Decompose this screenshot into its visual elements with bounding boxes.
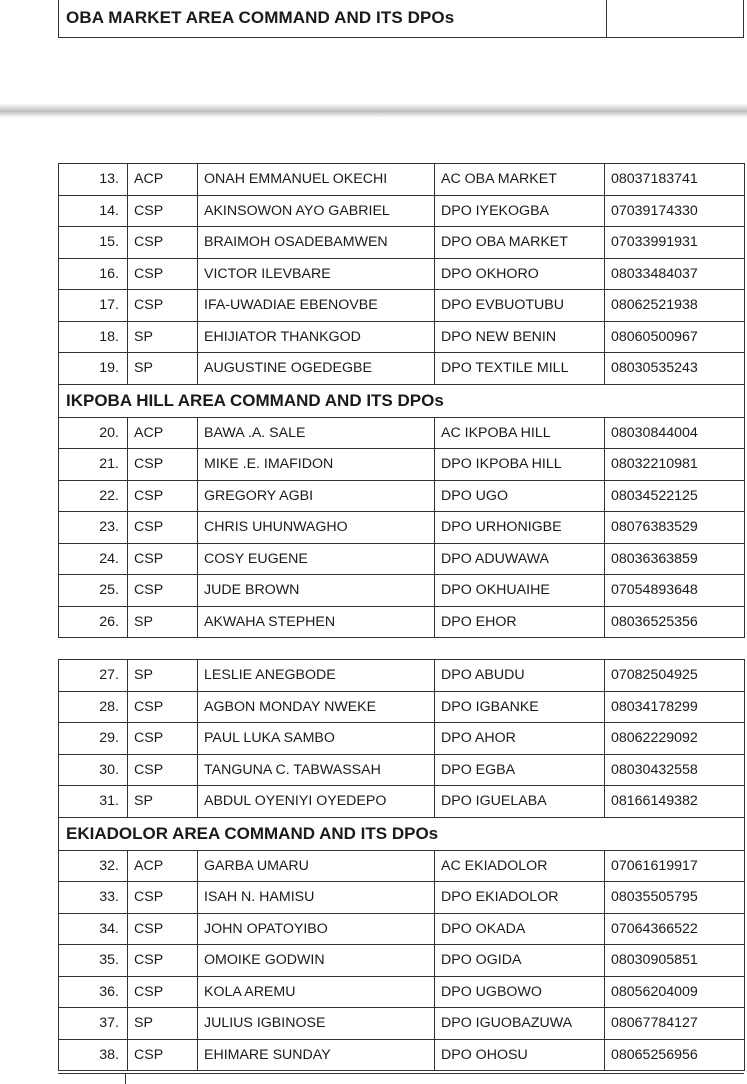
posting: DPO OGIDA bbox=[435, 945, 605, 977]
table-row bbox=[59, 258, 745, 290]
serial-number: 15. bbox=[59, 227, 128, 259]
officer-name: BRAIMOH OSADEBAMWEN bbox=[198, 227, 435, 259]
table-row bbox=[59, 723, 745, 755]
rank: CSP bbox=[128, 691, 198, 723]
table-row bbox=[59, 754, 745, 786]
serial-number: 30. bbox=[59, 754, 128, 786]
posting: DPO EKIADOLOR bbox=[435, 882, 605, 914]
officer-name: ABDUL OYENIYI OYEDEPO bbox=[198, 786, 435, 818]
posting: DPO EGBA bbox=[435, 754, 605, 786]
serial-number: 18. bbox=[59, 321, 128, 353]
table-row bbox=[59, 353, 745, 385]
officer-name: JOHN OPATOYIBO bbox=[198, 913, 435, 945]
serial-number: 35. bbox=[59, 945, 128, 977]
rank: CSP bbox=[128, 543, 198, 575]
officer-name: JULIUS IGBINOSE bbox=[198, 1008, 435, 1040]
table-row bbox=[59, 606, 745, 638]
officer-name: GARBA UMARU bbox=[198, 850, 435, 882]
phone-number: 08062229092 bbox=[605, 723, 745, 755]
rank: CSP bbox=[128, 227, 198, 259]
table-row bbox=[59, 945, 745, 977]
phone-number: 07061619917 bbox=[605, 850, 745, 882]
rank: SP bbox=[128, 353, 198, 385]
serial-number: 29. bbox=[59, 723, 128, 755]
rank: CSP bbox=[128, 723, 198, 755]
posting: DPO URHONIGBE bbox=[435, 512, 605, 544]
serial-number: 17. bbox=[59, 290, 128, 322]
phone-number: 08036525356 bbox=[605, 606, 745, 638]
posting: DPO ABUDU bbox=[435, 660, 605, 692]
next-table-edge bbox=[58, 1073, 744, 1084]
serial-number: 38. bbox=[59, 1039, 128, 1071]
posting: AC IKPOBA HILL bbox=[435, 417, 605, 449]
posting: DPO IGBANKE bbox=[435, 691, 605, 723]
serial-number: 28. bbox=[59, 691, 128, 723]
section-title: OBA MARKET AREA COMMAND AND ITS DPOs bbox=[66, 8, 455, 27]
serial-number: 26. bbox=[59, 606, 128, 638]
phone-number: 08030905851 bbox=[605, 945, 745, 977]
officer-name: MIKE .E. IMAFIDON bbox=[198, 449, 435, 481]
table-row bbox=[59, 512, 745, 544]
rank: SP bbox=[128, 660, 198, 692]
posting: DPO OKHORO bbox=[435, 258, 605, 290]
officer-name: KOLA AREMU bbox=[198, 976, 435, 1008]
phone-number: 08065256956 bbox=[605, 1039, 745, 1071]
rank: SP bbox=[128, 606, 198, 638]
phone-number: 07082504925 bbox=[605, 660, 745, 692]
posting: DPO EVBUOTUBU bbox=[435, 290, 605, 322]
table-row bbox=[59, 195, 745, 227]
serial-number: 25. bbox=[59, 575, 128, 607]
officer-name: CHRIS UHUNWAGHO bbox=[198, 512, 435, 544]
serial-number: 20. bbox=[59, 417, 128, 449]
rank: CSP bbox=[128, 945, 198, 977]
rank: CSP bbox=[128, 1039, 198, 1071]
serial-number: 23. bbox=[59, 512, 128, 544]
rank: CSP bbox=[128, 976, 198, 1008]
officer-name: EHIJIATOR THANKGOD bbox=[198, 321, 435, 353]
table-row bbox=[59, 290, 745, 322]
phone-number: 08033484037 bbox=[605, 258, 745, 290]
phone-number: 08030432558 bbox=[605, 754, 745, 786]
serial-number: 19. bbox=[59, 353, 128, 385]
officer-name: VICTOR ILEVBARE bbox=[198, 258, 435, 290]
serial-number: 22. bbox=[59, 480, 128, 512]
table-row bbox=[59, 1008, 745, 1040]
posting: DPO EHOR bbox=[435, 606, 605, 638]
phone-number: 08030844004 bbox=[605, 417, 745, 449]
phone-number: 07039174330 bbox=[605, 195, 745, 227]
rank: CSP bbox=[128, 480, 198, 512]
serial-number: 14. bbox=[59, 195, 128, 227]
phone-number: 08034178299 bbox=[605, 691, 745, 723]
page-divider bbox=[0, 103, 747, 118]
officer-name: PAUL LUKA SAMBO bbox=[198, 723, 435, 755]
posting: DPO TEXTILE MILL bbox=[435, 353, 605, 385]
serial-number: 24. bbox=[59, 543, 128, 575]
rank: CSP bbox=[128, 575, 198, 607]
phone-number: 08062521938 bbox=[605, 290, 745, 322]
table-row bbox=[59, 913, 745, 945]
posting: DPO IYEKOGBA bbox=[435, 195, 605, 227]
officers-table-2 bbox=[58, 659, 745, 1071]
table-row bbox=[59, 417, 745, 449]
posting: DPO UGBOWO bbox=[435, 976, 605, 1008]
posting: DPO OKHUAIHE bbox=[435, 575, 605, 607]
phone-number: 08032210981 bbox=[605, 449, 745, 481]
officer-name: OMOIKE GODWIN bbox=[198, 945, 435, 977]
phone-number: 08166149382 bbox=[605, 786, 745, 818]
phone-number: 08076383529 bbox=[605, 512, 745, 544]
officer-name: GREGORY AGBI bbox=[198, 480, 435, 512]
phone-number: 08037183741 bbox=[605, 164, 745, 196]
table-row bbox=[59, 691, 745, 723]
posting: DPO OHOSU bbox=[435, 1039, 605, 1071]
table-row bbox=[59, 449, 745, 481]
officer-name: JUDE BROWN bbox=[198, 575, 435, 607]
rank: CSP bbox=[128, 913, 198, 945]
officer-name: TANGUNA C. TABWASSAH bbox=[198, 754, 435, 786]
officers-table-1 bbox=[58, 163, 745, 638]
phone-number: 08034522125 bbox=[605, 480, 745, 512]
section-title: EKIADOLOR AREA COMMAND AND ITS DPOs bbox=[59, 817, 745, 850]
rank: CSP bbox=[128, 512, 198, 544]
phone-number: 08067784127 bbox=[605, 1008, 745, 1040]
serial-number: 31. bbox=[59, 786, 128, 818]
table-row bbox=[59, 575, 745, 607]
posting: DPO ADUWAWA bbox=[435, 543, 605, 575]
serial-number: 16. bbox=[59, 258, 128, 290]
rank: SP bbox=[128, 1008, 198, 1040]
rank: CSP bbox=[128, 882, 198, 914]
serial-number: 37. bbox=[59, 1008, 128, 1040]
officer-name: ISAH N. HAMISU bbox=[198, 882, 435, 914]
oba-market-header bbox=[58, 0, 744, 38]
phone-number: 08060500967 bbox=[605, 321, 745, 353]
rank: ACP bbox=[128, 164, 198, 196]
phone-number: 07054893648 bbox=[605, 575, 745, 607]
posting: AC OBA MARKET bbox=[435, 164, 605, 196]
posting: AC EKIADOLOR bbox=[435, 850, 605, 882]
rank: CSP bbox=[128, 195, 198, 227]
phone-number: 08036363859 bbox=[605, 543, 745, 575]
section-heading-row bbox=[59, 384, 745, 417]
phone-number: 08056204009 bbox=[605, 976, 745, 1008]
posting: DPO IKPOBA HILL bbox=[435, 449, 605, 481]
officer-name: AKINSOWON AYO GABRIEL bbox=[198, 195, 435, 227]
serial-number: 33. bbox=[59, 882, 128, 914]
phone-number: 07033991931 bbox=[605, 227, 745, 259]
officer-name: IFA-UWADIAE EBENOVBE bbox=[198, 290, 435, 322]
rank: CSP bbox=[128, 290, 198, 322]
section-heading-row bbox=[59, 817, 745, 850]
phone-number: 08030535243 bbox=[605, 353, 745, 385]
serial-number: 32. bbox=[59, 850, 128, 882]
serial-number: 36. bbox=[59, 976, 128, 1008]
officer-name: AGBON MONDAY NWEKE bbox=[198, 691, 435, 723]
officer-name: COSY EUGENE bbox=[198, 543, 435, 575]
rank: CSP bbox=[128, 754, 198, 786]
table-row bbox=[59, 227, 745, 259]
serial-number: 21. bbox=[59, 449, 128, 481]
posting: DPO UGO bbox=[435, 480, 605, 512]
phone-number: 08035505795 bbox=[605, 882, 745, 914]
section-title: IKPOBA HILL AREA COMMAND AND ITS DPOs bbox=[59, 384, 745, 417]
posting: DPO IGUELABA bbox=[435, 786, 605, 818]
rank: SP bbox=[128, 786, 198, 818]
posting: DPO IGUOBAZUWA bbox=[435, 1008, 605, 1040]
table-row bbox=[59, 786, 745, 818]
officer-name: BAWA .A. SALE bbox=[198, 417, 435, 449]
posting: DPO AHOR bbox=[435, 723, 605, 755]
table-row bbox=[59, 976, 745, 1008]
officer-name: AUGUSTINE OGEDEGBE bbox=[198, 353, 435, 385]
table-row bbox=[59, 882, 745, 914]
posting: DPO OBA MARKET bbox=[435, 227, 605, 259]
serial-number: 34. bbox=[59, 913, 128, 945]
table-row bbox=[59, 480, 745, 512]
table-row bbox=[59, 321, 745, 353]
rank: CSP bbox=[128, 258, 198, 290]
table-row bbox=[59, 660, 745, 692]
officer-name: LESLIE ANEGBODE bbox=[198, 660, 435, 692]
table-row bbox=[59, 543, 745, 575]
table-row bbox=[59, 850, 745, 882]
table-row bbox=[59, 1039, 745, 1071]
serial-number: 27. bbox=[59, 660, 128, 692]
phone-number: 07064366522 bbox=[605, 913, 745, 945]
table-row bbox=[59, 164, 745, 196]
officer-name: AKWAHA STEPHEN bbox=[198, 606, 435, 638]
rank: ACP bbox=[128, 850, 198, 882]
rank: ACP bbox=[128, 417, 198, 449]
officer-name: ONAH EMMANUEL OKECHI bbox=[198, 164, 435, 196]
posting: DPO NEW BENIN bbox=[435, 321, 605, 353]
officer-name: EHIMARE SUNDAY bbox=[198, 1039, 435, 1071]
rank: CSP bbox=[128, 449, 198, 481]
serial-number: 13. bbox=[59, 164, 128, 196]
posting: DPO OKADA bbox=[435, 913, 605, 945]
rank: SP bbox=[128, 321, 198, 353]
